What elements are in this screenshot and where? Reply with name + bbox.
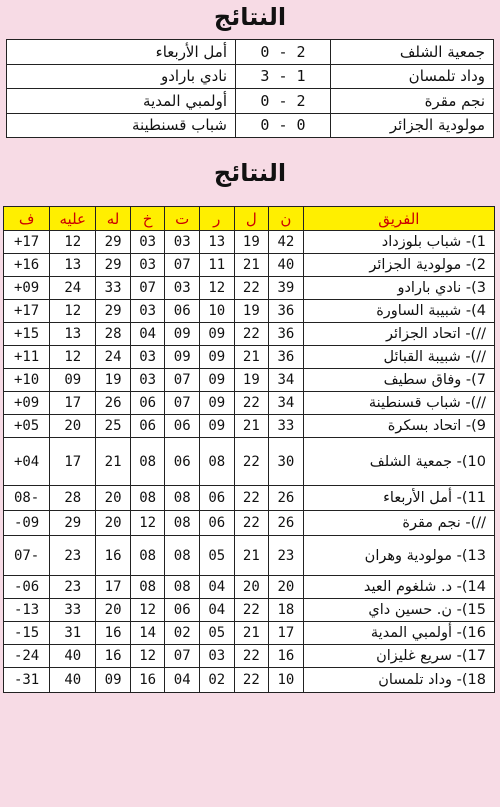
- points: 17: [269, 622, 304, 645]
- header-points: ن: [269, 207, 304, 231]
- won: 10: [199, 300, 234, 323]
- won: 04: [199, 576, 234, 599]
- goal-diff: 08-: [4, 486, 50, 511]
- goals-against: 17: [50, 438, 96, 486]
- standings-row: [4, 645, 495, 668]
- lost: 08: [130, 576, 165, 599]
- goal-diff: +04: [4, 438, 50, 486]
- standings-row: [4, 369, 495, 392]
- results-title: النتائج: [213, 3, 287, 31]
- drawn: 07: [165, 254, 200, 277]
- goal-diff: +11: [4, 346, 50, 369]
- team-name: //)- شباب قسنطينة: [303, 392, 494, 415]
- header-goal-diff: ف: [4, 207, 50, 231]
- results-table: [6, 39, 494, 138]
- points: 36: [269, 323, 304, 346]
- goals-against: 29: [50, 511, 96, 536]
- points: 16: [269, 645, 304, 668]
- played: 22: [234, 438, 269, 486]
- points: 18: [269, 599, 304, 622]
- standings-row: [4, 254, 495, 277]
- won: 09: [199, 369, 234, 392]
- result-row: [7, 89, 494, 114]
- goals-against: 24: [50, 277, 96, 300]
- goal-diff: +16: [4, 254, 50, 277]
- won: 09: [199, 323, 234, 346]
- lost: 03: [130, 346, 165, 369]
- goals-against: 23: [50, 536, 96, 576]
- drawn: 07: [165, 369, 200, 392]
- drawn: 08: [165, 536, 200, 576]
- drawn: 06: [165, 415, 200, 438]
- team-name: //)- شبيبة القبائل: [303, 346, 494, 369]
- header-goals-for: له: [96, 207, 131, 231]
- standings-row: [4, 511, 495, 536]
- goal-diff: +10: [4, 369, 50, 392]
- played: 22: [234, 668, 269, 693]
- goals-against: 40: [50, 668, 96, 693]
- standings-row: [4, 668, 495, 693]
- lost: 04: [130, 323, 165, 346]
- lost: 06: [130, 392, 165, 415]
- goals-for: 29: [96, 231, 131, 254]
- played: 21: [234, 536, 269, 576]
- away-team: شباب قسنطينة: [7, 113, 236, 138]
- goals-for: 17: [96, 576, 131, 599]
- goals-for: 24: [96, 346, 131, 369]
- points: 20: [269, 576, 304, 599]
- standings-row: [4, 536, 495, 576]
- team-name: //)- نجم مقرة: [303, 511, 494, 536]
- lost: 12: [130, 511, 165, 536]
- played: 22: [234, 599, 269, 622]
- points: 34: [269, 369, 304, 392]
- goals-for: 19: [96, 369, 131, 392]
- points: 26: [269, 486, 304, 511]
- won: 06: [199, 511, 234, 536]
- won: 11: [199, 254, 234, 277]
- goal-diff: 07-: [4, 536, 50, 576]
- lost: 08: [130, 438, 165, 486]
- played: 22: [234, 392, 269, 415]
- lost: 07: [130, 277, 165, 300]
- standings-row: [4, 392, 495, 415]
- team-name: //)- اتحاد الجزائر: [303, 323, 494, 346]
- drawn: 03: [165, 277, 200, 300]
- goal-diff: -06: [4, 576, 50, 599]
- won: 04: [199, 599, 234, 622]
- drawn: 09: [165, 323, 200, 346]
- header-won: ر: [199, 207, 234, 231]
- team-name: 9)- اتحاد بسكرة: [303, 415, 494, 438]
- drawn: 09: [165, 346, 200, 369]
- goals-against: 28: [50, 486, 96, 511]
- header-drawn: ت: [165, 207, 200, 231]
- goals-against: 40: [50, 645, 96, 668]
- home-team: وداد تلمسان: [331, 64, 494, 89]
- home-team: نجم مقرة: [331, 89, 494, 114]
- lost: 12: [130, 645, 165, 668]
- won: 06: [199, 486, 234, 511]
- goals-against: 12: [50, 231, 96, 254]
- goals-for: 26: [96, 392, 131, 415]
- goals-for: 09: [96, 668, 131, 693]
- lost: 06: [130, 415, 165, 438]
- goals-for: 29: [96, 300, 131, 323]
- drawn: 06: [165, 300, 200, 323]
- team-name: 14)- د. شلغوم العيد: [303, 576, 494, 599]
- away-team: نادي بارادو: [7, 64, 236, 89]
- won: 09: [199, 415, 234, 438]
- lost: 12: [130, 599, 165, 622]
- drawn: 04: [165, 668, 200, 693]
- drawn: 06: [165, 438, 200, 486]
- standings-row: [4, 231, 495, 254]
- points: 40: [269, 254, 304, 277]
- header-goals-against: عليه: [50, 207, 96, 231]
- points: 23: [269, 536, 304, 576]
- lost: 03: [130, 300, 165, 323]
- standings-row: [4, 576, 495, 599]
- won: 09: [199, 392, 234, 415]
- goals-against: 13: [50, 254, 96, 277]
- goals-against: 12: [50, 300, 96, 323]
- points: 10: [269, 668, 304, 693]
- goals-for: 25: [96, 415, 131, 438]
- points: 36: [269, 300, 304, 323]
- standings-table: [3, 206, 495, 693]
- goal-diff: +09: [4, 277, 50, 300]
- played: 21: [234, 622, 269, 645]
- lost: 03: [130, 231, 165, 254]
- goals-for: 20: [96, 599, 131, 622]
- team-name: 18)- وداد تلمسان: [303, 668, 494, 693]
- drawn: 08: [165, 511, 200, 536]
- goal-diff: -24: [4, 645, 50, 668]
- won: 05: [199, 536, 234, 576]
- goal-diff: +05: [4, 415, 50, 438]
- standings-title: النتائج: [213, 159, 287, 187]
- goals-against: 09: [50, 369, 96, 392]
- goals-against: 31: [50, 622, 96, 645]
- header-team: الفريق: [303, 207, 494, 231]
- goal-diff: +09: [4, 392, 50, 415]
- goals-for: 16: [96, 645, 131, 668]
- team-name: 7)- وفاق سطيف: [303, 369, 494, 392]
- drawn: 07: [165, 392, 200, 415]
- goals-against: 23: [50, 576, 96, 599]
- won: 03: [199, 645, 234, 668]
- match-score: 0 - 0: [236, 113, 331, 138]
- team-name: 11)- أمل الأربعاء: [303, 486, 494, 511]
- lost: 08: [130, 486, 165, 511]
- played: 21: [234, 346, 269, 369]
- played: 21: [234, 415, 269, 438]
- goals-for: 29: [96, 254, 131, 277]
- points: 26: [269, 511, 304, 536]
- played: 21: [234, 254, 269, 277]
- goals-for: 20: [96, 511, 131, 536]
- goals-for: 33: [96, 277, 131, 300]
- goal-diff: +15: [4, 323, 50, 346]
- played: 19: [234, 369, 269, 392]
- won: 05: [199, 622, 234, 645]
- drawn: 08: [165, 576, 200, 599]
- goals-against: 13: [50, 323, 96, 346]
- standings-header-row: [4, 207, 495, 231]
- played: 22: [234, 645, 269, 668]
- team-name: 17)- سريع غليزان: [303, 645, 494, 668]
- goals-for: 16: [96, 536, 131, 576]
- played: 20: [234, 576, 269, 599]
- standings-row: [4, 486, 495, 511]
- result-row: [7, 64, 494, 89]
- goals-for: 28: [96, 323, 131, 346]
- drawn: 06: [165, 599, 200, 622]
- team-name: 13)- مولودية وهران: [303, 536, 494, 576]
- drawn: 02: [165, 622, 200, 645]
- won: 02: [199, 668, 234, 693]
- goals-for: 16: [96, 622, 131, 645]
- played: 22: [234, 323, 269, 346]
- team-name: 16)- أولمبي المدية: [303, 622, 494, 645]
- played: 19: [234, 300, 269, 323]
- won: 13: [199, 231, 234, 254]
- home-team: جمعية الشلف: [331, 40, 494, 65]
- goal-diff: -13: [4, 599, 50, 622]
- away-team: أمل الأربعاء: [7, 40, 236, 65]
- goal-diff: -09: [4, 511, 50, 536]
- team-name: 3)- نادي بارادو: [303, 277, 494, 300]
- home-team: مولودية الجزائر: [331, 113, 494, 138]
- team-name: 1)- شباب بلوزداد: [303, 231, 494, 254]
- result-row: [7, 113, 494, 138]
- standings-row: [4, 346, 495, 369]
- goals-against: 33: [50, 599, 96, 622]
- lost: 14: [130, 622, 165, 645]
- won: 09: [199, 346, 234, 369]
- played: 19: [234, 231, 269, 254]
- points: 39: [269, 277, 304, 300]
- goal-diff: +17: [4, 231, 50, 254]
- points: 33: [269, 415, 304, 438]
- match-score: 1 - 3: [236, 64, 331, 89]
- result-row: [7, 40, 494, 65]
- goals-for: 20: [96, 486, 131, 511]
- team-name: 2)- مولودية الجزائر: [303, 254, 494, 277]
- goals-against: 17: [50, 392, 96, 415]
- header-played: ل: [234, 207, 269, 231]
- goal-diff: -15: [4, 622, 50, 645]
- standings-row: [4, 277, 495, 300]
- goals-for: 21: [96, 438, 131, 486]
- standings-row: [4, 323, 495, 346]
- match-score: 2 - 0: [236, 40, 331, 65]
- drawn: 08: [165, 486, 200, 511]
- standings-row: [4, 599, 495, 622]
- won: 12: [199, 277, 234, 300]
- played: 22: [234, 277, 269, 300]
- team-name: 15)- ن. حسين داي: [303, 599, 494, 622]
- points: 34: [269, 392, 304, 415]
- lost: 16: [130, 668, 165, 693]
- lost: 03: [130, 369, 165, 392]
- header-lost: خ: [130, 207, 165, 231]
- standings-row: [4, 300, 495, 323]
- goal-diff: +17: [4, 300, 50, 323]
- goal-diff: -31: [4, 668, 50, 693]
- goals-against: 12: [50, 346, 96, 369]
- standings-row: [4, 622, 495, 645]
- drawn: 07: [165, 645, 200, 668]
- points: 30: [269, 438, 304, 486]
- goals-against: 20: [50, 415, 96, 438]
- lost: 03: [130, 254, 165, 277]
- played: 22: [234, 511, 269, 536]
- standings-row: [4, 415, 495, 438]
- points: 36: [269, 346, 304, 369]
- lost: 08: [130, 536, 165, 576]
- match-score: 2 - 0: [236, 89, 331, 114]
- team-name: 10)- جمعية الشلف: [303, 438, 494, 486]
- played: 22: [234, 486, 269, 511]
- standings-row: [4, 438, 495, 486]
- won: 08: [199, 438, 234, 486]
- points: 42: [269, 231, 304, 254]
- drawn: 03: [165, 231, 200, 254]
- team-name: 4)- شبيبة الساورة: [303, 300, 494, 323]
- away-team: أولمبي المدية: [7, 89, 236, 114]
